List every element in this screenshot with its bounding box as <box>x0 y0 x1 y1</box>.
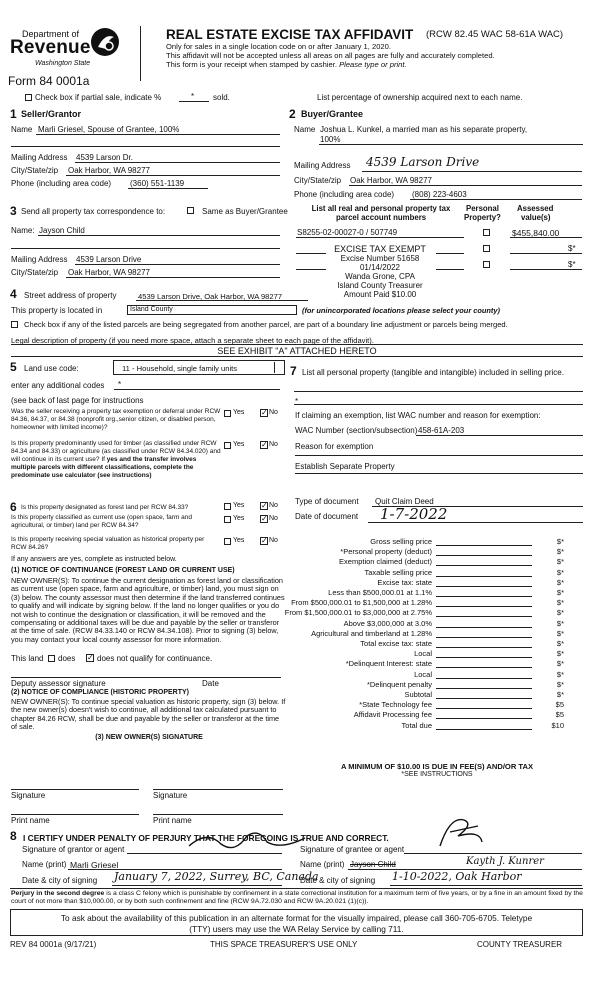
doc-date-label: Date of document <box>295 512 359 521</box>
doc-type[interactable]: Quit Claim Deed <box>375 497 434 506</box>
tax-row <box>292 659 572 669</box>
tax-row-label: Total due <box>401 720 432 730</box>
does-label: does <box>58 654 76 663</box>
grantee-date-city[interactable]: 1-10-2022, Oak Harbor <box>392 870 522 883</box>
tax-row-underline <box>436 708 532 709</box>
tax-row-underline <box>436 586 532 587</box>
tax-row-label: Agricultural and timberland at 1.28% <box>311 628 432 638</box>
tax-row-label: Affidavit Processing fee <box>353 710 432 720</box>
tax-row-underline <box>436 698 532 699</box>
partial-sale-percent: * <box>191 92 195 101</box>
additional-codes[interactable]: * <box>118 380 122 389</box>
q1-yes-label: Yes <box>233 409 245 416</box>
stamp-line-5: Island County Treasurer <box>337 281 423 290</box>
grantor-sig-label: Signature of grantor or agent <box>22 845 125 854</box>
section-6-number: 6 <box>10 500 17 514</box>
reason-label: Reason for exemption <box>295 442 374 451</box>
same-as-buyer-checkbox[interactable] <box>187 207 194 214</box>
grantee-sig-label: Signature of grantee or agent <box>300 845 405 854</box>
partial-sale-checkbox[interactable] <box>25 94 32 101</box>
buyer-mailing[interactable]: 4539 Larson Drive <box>366 155 480 169</box>
notice2-body: NEW OWNER(S): To continue special valuation as historic property, sign (3) below. If the new owner(s) doesn't wish to continue, all additional tax calculated pursuant to chapter 84.26 RCW, shall be due and payable by the seller or transferor at the time of sale. <box>11 697 286 732</box>
tax-row-label: *State Technology fee <box>359 700 432 710</box>
tax-row <box>292 639 572 649</box>
s6-q1: Is this property designated as forest land per RCW 84.33? <box>21 504 189 511</box>
grantee-name-struck: Jayson Child <box>350 860 396 869</box>
section-2-number: 2 <box>289 107 296 121</box>
wac-label: WAC Number (section/subsection) <box>295 426 418 435</box>
tax-row-underline <box>436 616 532 617</box>
tax-row-label: Taxable selling price <box>364 567 432 577</box>
tax-row-value[interactable]: $* <box>556 618 564 628</box>
tax-row-value[interactable]: $* <box>556 669 564 679</box>
see-instructions: *SEE INSTRUCTIONS <box>401 771 473 778</box>
stamp-line-4: Wanda Grone, CPA <box>345 272 415 281</box>
tax-row <box>292 700 572 710</box>
tax-row-value[interactable]: $* <box>556 639 564 648</box>
tax-row-underline <box>436 637 532 638</box>
tax-row-label: Above $3,000,000 at 3.0% <box>343 618 432 628</box>
dept-line2: Revenue <box>10 37 91 58</box>
section-4-number: 4 <box>10 287 17 301</box>
s6-q2-no-checkbox[interactable]: ✓ <box>261 514 268 523</box>
seller-mailing[interactable]: 4539 Larson Dr. <box>76 153 133 162</box>
dept-line1: Department of <box>22 29 80 39</box>
tax-row-label: *Delinquent penalty <box>366 679 432 689</box>
grantee-name-label: Name (print) <box>300 860 345 869</box>
tax-row-value[interactable]: $* <box>556 547 564 557</box>
tax-row <box>292 649 572 659</box>
tax-row-label: *Personal property (deduct) <box>340 547 432 557</box>
tax-row-underline <box>436 667 532 668</box>
tax-row-label: Local <box>414 669 432 679</box>
s6-q1-yes-checkbox[interactable] <box>224 503 231 510</box>
legal-label: Legal description of property (if you need more space, attach a separate sheet to each page of the affidavit). <box>11 336 374 345</box>
buyer-phone-label: Phone (including area code) <box>294 190 395 199</box>
s6-q3: Is this property receiving special valuation as historical property per RCW 84.26? <box>11 536 205 551</box>
grantee-signature-scribble <box>430 812 490 852</box>
this-land-label: This land <box>11 654 44 663</box>
q1-no-label: No <box>269 409 278 416</box>
tax-row-underline <box>436 596 532 597</box>
tax-row-underline <box>436 627 532 628</box>
seller-city[interactable]: Oak Harbor, WA 98277 <box>68 166 150 175</box>
parcel-header-assessed-2: value(s) <box>521 213 551 222</box>
street-address[interactable]: 4539 Larson Drive, Oak Harbor, WA 98277 <box>138 292 283 301</box>
tax-row <box>292 670 572 680</box>
county-value: Island County <box>130 306 173 313</box>
seller-heading: Seller/Grantor <box>21 109 82 119</box>
new-owner-print-1-label: Print name <box>11 816 50 825</box>
footer-treasurer-use: THIS SPACE TREASURER'S USE ONLY <box>210 940 358 949</box>
deputy-signature-label: Deputy assessor signature <box>11 679 106 688</box>
form-title: REAL ESTATE EXCISE TAX AFFIDAVIT <box>166 27 414 42</box>
tax-row-label: From $1,500,000.01 to $3,000,000 at 2.75% <box>284 608 432 618</box>
dept-line3: Washington State <box>35 60 91 67</box>
footer-rev: REV 84 0001a (9/17/21) <box>10 940 97 949</box>
section-3-number: 3 <box>10 204 17 218</box>
tax-row-value[interactable]: $* <box>556 659 564 669</box>
accessibility-line-2: (TTY) users may use the WA Relay Service by calling 711. <box>189 924 404 934</box>
tax-row-value[interactable]: $5 <box>555 700 564 710</box>
tax-row <box>292 721 572 731</box>
stamp-line-1: EXCISE TAX EXEMPT <box>334 244 426 254</box>
tax-row <box>292 537 572 547</box>
tax-row <box>292 619 572 629</box>
grantor-name-label: Name (print) <box>22 860 67 869</box>
land-use-q2: Is this property predominantly used for timber (as classified under RCW 84.34 and 84.33) or agriculture (as classified under RCW 84.34.020) and will continue in its current use? If yes and the transfer involves multiple parcels with different classifications, complete the predominate use calculator (see instructions) <box>11 440 221 479</box>
parcel-header-list-2: parcel account numbers <box>335 213 427 222</box>
tax-row <box>292 629 572 639</box>
new-owner-signature-2-label: Signature <box>153 791 188 800</box>
land-use-q1: Was the seller receiving a property tax exemption or deferral under RCW 84.36, 84.37, or 84.38 (nonprofit org.,senior citizen, or disabled person, homeowner with limited income)? <box>11 408 221 431</box>
deputy-date-label: Date <box>202 679 219 688</box>
q2-yes-checkbox[interactable] <box>224 442 231 449</box>
buyer-city-label: City/State/zip <box>294 176 342 185</box>
s6-q1-no-checkbox[interactable]: ✓ <box>261 501 268 510</box>
additional-codes-label: enter any additional codes <box>11 381 105 390</box>
back-instructions-label: (see back of last page for instructions <box>11 396 144 405</box>
does-not-checkbox[interactable]: ✓ <box>87 653 94 662</box>
stamp-line-2: Excise Number 51658 <box>340 254 420 263</box>
exemption-label: If claiming an exemption, list WAC number and reason for exemption: <box>295 411 541 420</box>
segregated-checkbox[interactable] <box>11 321 18 328</box>
ownership-note: List percentage of ownership acquired next to each name. <box>317 93 523 102</box>
new-owner-signature-1-label: Signature <box>11 791 46 800</box>
partial-sale-label: Check box if partial sale, indicate % <box>35 93 162 102</box>
same-as-buyer-label: Same as Buyer/Grantee <box>202 207 288 216</box>
tax-row-underline <box>436 688 532 689</box>
parcel-3-value[interactable]: $* <box>568 260 576 269</box>
wac-number[interactable]: 458-61A-203 <box>418 426 465 435</box>
correspondence-city-label: City/State/zip <box>11 268 59 277</box>
s6-q2-no-label: No <box>269 515 278 522</box>
s6-q1-yes-label: Yes <box>233 502 245 509</box>
notice-1: Only for sales in a single location code on or after January 1, 2020. <box>166 42 391 51</box>
buyer-phone[interactable]: (808) 223-4603 <box>412 190 467 199</box>
notice1-body: NEW OWNER(S): To continue the current designation as forest land or classification as current use (open space, farm and agriculture, or timber) land, you must sign on (3) below. The county assessor must then determine if the land transferred continues to qualify and will indicate by signing below. If the land no longer qualifies or you do not wish to continue the designation or classification, it will be removed and the compensating or additional taxes will be due and payable by the seller or transferor at the time of sale. (RCW 84.33.140 or RCW 84.34.108). Prior to signing (3) below, you may contact your local county assessor for more information. <box>11 576 285 644</box>
section-7-number: 7 <box>290 364 297 378</box>
tax-row <box>292 547 572 557</box>
tax-row-label: Local <box>414 649 432 659</box>
personal-property-label: List all personal property (tangible and intangible) included in selling price. <box>302 368 564 377</box>
tax-row-value[interactable]: $* <box>556 588 564 597</box>
tax-row-value[interactable]: $* <box>556 608 564 618</box>
tax-row-value[interactable]: $* <box>556 577 564 587</box>
seller-name-label: Name <box>11 125 33 134</box>
tax-row <box>292 578 572 588</box>
correspondence-name[interactable]: Jayson Child <box>39 226 85 235</box>
parcel-header-personal-2: Property? <box>464 213 501 222</box>
s6-q3-yes-label: Yes <box>233 537 245 544</box>
tax-row <box>292 588 572 598</box>
s6-q4: If any answers are yes, complete as instructed below. <box>11 556 177 563</box>
seller-phone[interactable]: (360) 551-1139 <box>130 179 185 188</box>
land-use-dropdown-icon[interactable] <box>274 362 282 373</box>
parcel-header-personal: Personal <box>466 204 499 213</box>
footer-county-treasurer: COUNTY TREASURER <box>477 940 563 949</box>
tax-row <box>292 568 572 578</box>
section-5-number: 5 <box>10 360 17 374</box>
stamp-line-6: Amount Paid $10.00 <box>343 290 417 299</box>
grantee-date-label: Date & city of signing <box>300 876 376 885</box>
tax-row-underline <box>436 718 532 719</box>
does-not-label: does not qualify for continuance. <box>97 654 213 663</box>
s6-q1-no-label: No <box>269 502 278 509</box>
tax-row-underline <box>436 576 532 577</box>
tax-row-label: Gross selling price <box>370 537 432 546</box>
s6-q2: Is this property classified as current use (open space, farm and agricultural, or timber) land per RCW 84.34? <box>11 514 193 529</box>
street-label: Street address of property <box>24 291 117 300</box>
correspondence-name-label: Name: <box>11 226 35 235</box>
tax-row-value[interactable]: $* <box>556 557 564 567</box>
stamp-line-3: 01/14/2022 <box>359 263 401 272</box>
partial-sale-sold: sold. <box>213 93 230 102</box>
q2-yes-label: Yes <box>233 441 245 448</box>
section-8-number: 8 <box>10 829 17 843</box>
tax-row-value[interactable]: $* <box>556 567 564 577</box>
correspondence-mailing[interactable]: 4539 Larson Drive <box>76 255 142 264</box>
tax-row-label: From $500,000.01 to $1,500,000 at 1.28% <box>291 598 432 608</box>
tax-row-underline <box>436 545 532 546</box>
buyer-name[interactable]: Joshua L. Kunkel, a married man as his separate property, <box>320 125 528 134</box>
tax-row <box>292 690 572 700</box>
segregated-label: Check box if any of the listed parcels are being segregated from another parcel, are part of a boundary line adjustment or parcels being merged. <box>24 320 508 329</box>
seller-city-label: City/State/zip <box>11 166 59 175</box>
section-1-number: 1 <box>10 107 17 121</box>
seller-mailing-label: Mailing Address <box>11 153 68 162</box>
s6-q3-no-checkbox[interactable]: ✓ <box>261 536 268 545</box>
grantor-date-label: Date & city of signing <box>22 876 98 885</box>
q1-yes-checkbox[interactable] <box>224 410 231 417</box>
buyer-city[interactable]: Oak Harbor, WA 98277 <box>350 176 432 185</box>
notice3-title: (3) NEW OWNER(S) SIGNATURE <box>95 734 203 741</box>
tax-row-label: Less than $500,000.01 at 1.1% <box>328 588 432 597</box>
notice-2: This affidavit will not be accepted unless all areas on all pages are fully and accurately completed. <box>166 51 495 60</box>
form-title-ref: (RCW 82.45 WAC 58-61A WAC) <box>426 29 564 40</box>
grantor-signature-scribble <box>187 826 307 852</box>
s6-q3-no-label: No <box>269 537 278 544</box>
doc-type-label: Type of document <box>295 497 359 506</box>
tax-row-underline <box>436 606 532 607</box>
notice1-title: (1) NOTICE OF CONTINUANCE (FOREST LAND OR CURRENT USE) <box>11 567 235 574</box>
accessibility-line-1: To ask about the availability of this publication in an alternate format for the visually impaired, please call 360-705-6705. Teletype <box>60 913 533 923</box>
buyer-name-2: 100% <box>320 135 341 144</box>
tax-row-value[interactable]: $10 <box>551 720 564 730</box>
grantor-date-city[interactable]: January 7, 2022, Surrey, BC, Canada <box>114 870 319 883</box>
county-select[interactable] <box>127 305 297 315</box>
parcel-header-assessed: Assessed <box>517 204 554 213</box>
parcel-2-value[interactable]: $* <box>568 244 576 253</box>
parcel-1-value[interactable]: $455,840.00 <box>512 228 560 238</box>
tax-row-label: *Delinquent Interest: state <box>345 659 432 669</box>
q1-no-checkbox[interactable]: ✓ <box>261 408 268 417</box>
grantee-name-handwritten[interactable]: Kayth J. Kunrer <box>466 856 544 867</box>
land-use-code: 11 - Household, single family units <box>122 364 238 373</box>
tax-row-label: Exemption claimed (deduct) <box>339 557 432 567</box>
tax-row <box>284 608 572 618</box>
tax-row-value[interactable]: $* <box>556 598 564 608</box>
tax-row-underline <box>436 729 532 730</box>
minimum-due: A MINIMUM OF $10.00 IS DUE IN FEE(S) AND/OR TAX <box>340 762 534 771</box>
perjury-notice: Perjury in the second degree is a class C felony which is punishable by confinement in a state correctional institution for a maximum term of five years, or by a fine in an amount fixed by the court of not more than $10,000.00, or by both such confinement and fine (RCW 9A.72.030 and RCW 9A.20.021 (1)(c)). <box>11 890 583 905</box>
land-use-label: Land use code: <box>24 364 79 373</box>
tax-row <box>292 557 572 567</box>
tax-row-value[interactable]: $* <box>556 537 564 546</box>
parcel-3-personal-checkbox[interactable] <box>483 261 490 268</box>
tax-row-underline <box>436 565 532 566</box>
parcel-1-number[interactable]: S8255-02-00027-0 / 507749 <box>297 228 398 237</box>
located-label: This property is located in <box>11 306 103 315</box>
tax-row-value[interactable]: $5 <box>555 710 564 720</box>
personal-property-value[interactable]: * <box>295 397 299 406</box>
tax-row-value[interactable]: $* <box>556 679 564 689</box>
new-owner-print-2-label: Print name <box>153 816 192 825</box>
buyer-heading: Buyer/Grantee <box>301 109 364 119</box>
tax-row-label: Subtotal <box>404 690 432 699</box>
seller-phone-label: Phone (including area code) <box>11 179 112 188</box>
correspondence-mailing-label: Mailing Address <box>11 255 68 264</box>
exemption-reason[interactable]: Establish Separate Property <box>295 462 395 471</box>
tax-row-underline <box>436 647 532 648</box>
tax-row-value[interactable]: $* <box>556 649 564 659</box>
accessibility-box <box>10 909 583 936</box>
q2-no-checkbox[interactable]: ✓ <box>261 440 268 449</box>
tax-row-label: Total excise tax: state <box>360 639 432 648</box>
s6-q2-yes-checkbox[interactable] <box>224 516 231 523</box>
legal-description[interactable]: SEE EXHIBIT "A" ATTACHED HERETO <box>217 346 377 356</box>
correspondence-city[interactable]: Oak Harbor, WA 98277 <box>68 268 150 277</box>
q2-no-label: No <box>269 441 278 448</box>
s6-q3-yes-checkbox[interactable] <box>224 538 231 545</box>
buyer-name-label: Name <box>294 125 316 134</box>
header-divider <box>140 26 141 81</box>
correspondence-label: Send all property tax correspondence to: <box>21 207 166 216</box>
grantor-name[interactable]: Marli Griesel <box>70 860 119 870</box>
parcel-header-list: List all real and personal property tax <box>311 204 451 213</box>
parcel-1-personal-checkbox[interactable] <box>483 229 490 236</box>
land-use-select[interactable] <box>113 360 285 375</box>
does-checkbox[interactable] <box>48 655 55 662</box>
tax-row <box>292 598 572 608</box>
dor-logo-icon <box>90 27 120 57</box>
tax-row-underline <box>436 678 532 679</box>
notice2-title: (2) NOTICE OF COMPLIANCE (HISTORIC PROPERTY) <box>11 689 189 696</box>
buyer-mailing-label: Mailing Address <box>294 161 351 170</box>
tax-row-value[interactable]: $* <box>556 690 564 699</box>
tax-row-label: Excise tax: state <box>377 577 432 587</box>
tax-row-underline <box>436 657 532 658</box>
s6-q2-yes-label: Yes <box>233 515 245 522</box>
tax-row-value[interactable]: $* <box>556 628 564 638</box>
unincorporated-note: (for unincorporated locations please select your county) <box>302 306 500 315</box>
seller-name[interactable]: Marli Griesel, Spouse of Grantee, 100% <box>38 125 180 134</box>
tax-row-underline <box>436 555 532 556</box>
notice-3: This form is your receipt when stamped by cashier. Please type or print. <box>166 60 407 69</box>
tax-row <box>292 710 572 720</box>
certify-text: I CERTIFY UNDER PENALTY OF PERJURY THAT THE FOREGOING IS TRUE AND CORRECT. <box>23 833 389 843</box>
parcel-2-personal-checkbox[interactable] <box>483 245 490 252</box>
form-number: Form 84 0001a <box>8 74 90 88</box>
doc-date[interactable]: 1-7-2022 <box>380 505 448 523</box>
tax-row <box>292 680 572 690</box>
